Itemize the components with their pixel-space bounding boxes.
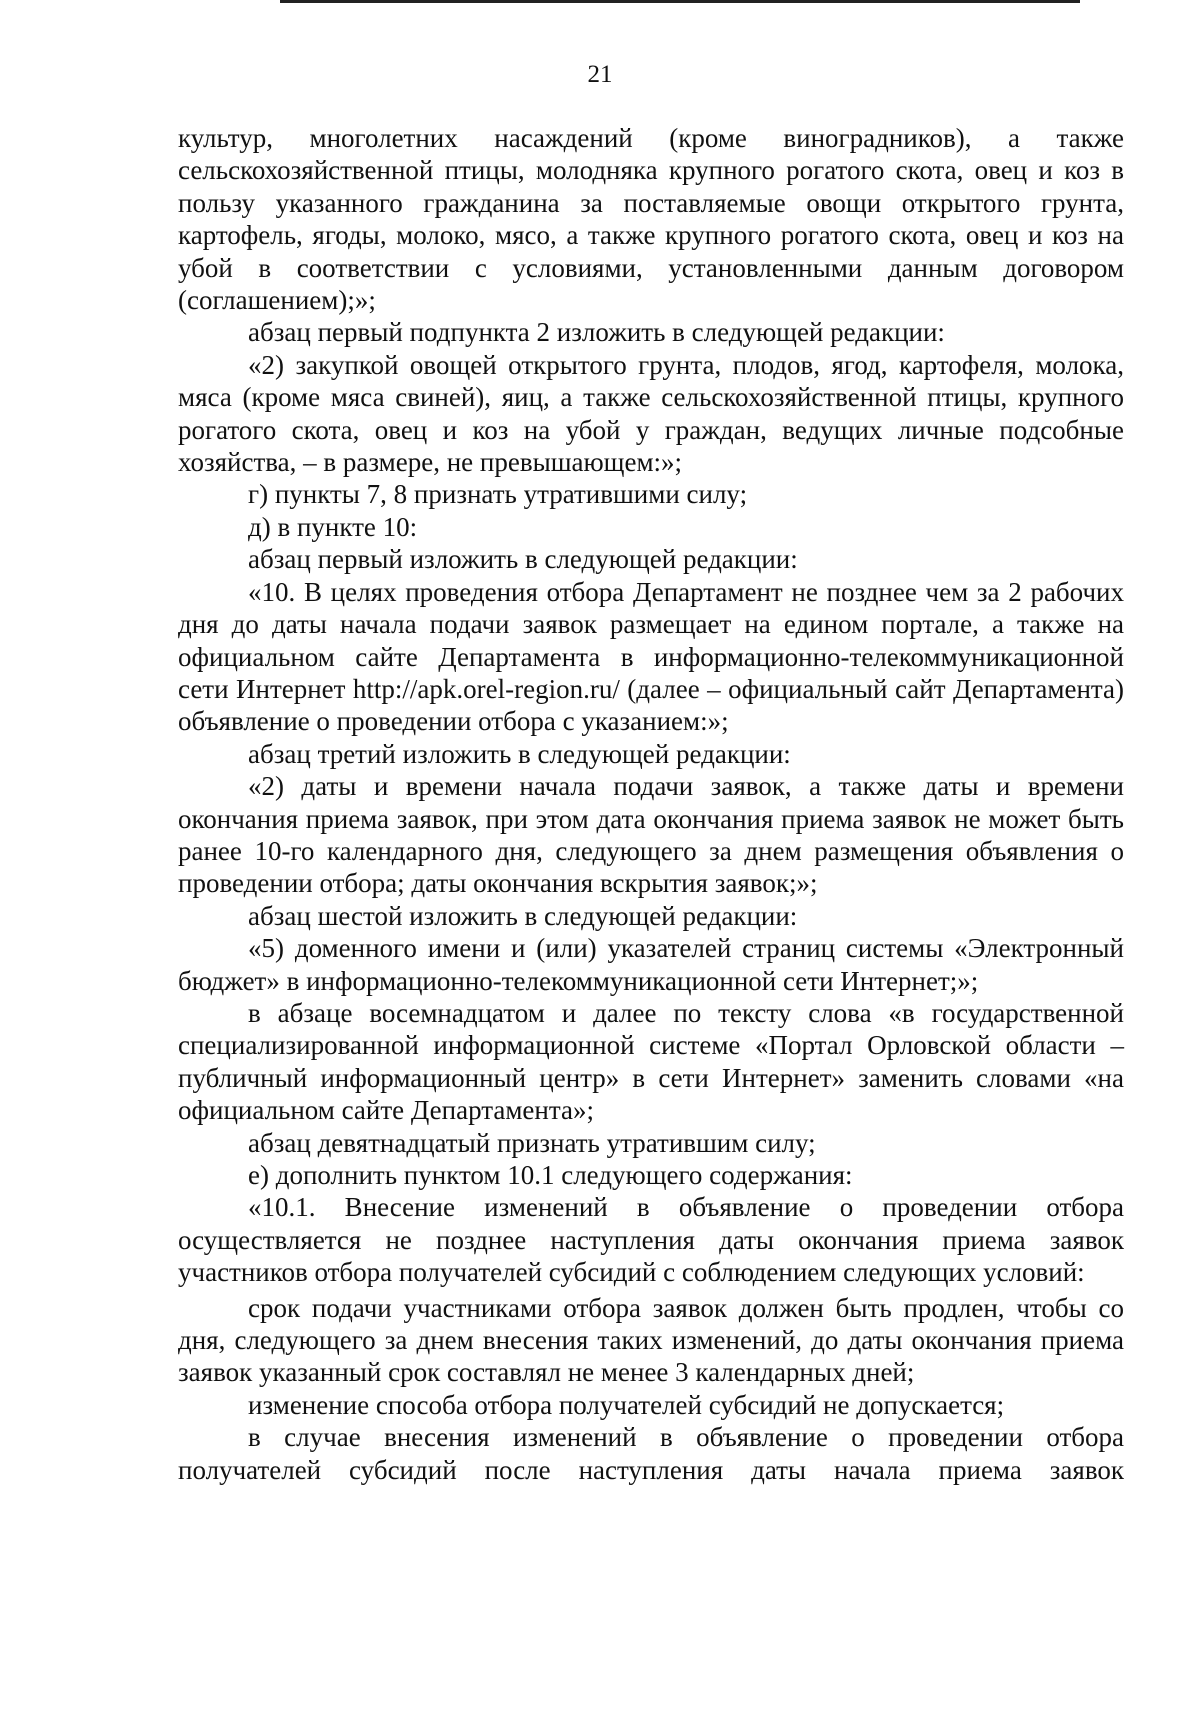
paragraph-instruction: абзац третий изложить в следующей редакции: [248,738,791,769]
paragraph-instruction: абзац девятнадцатый признать утратившим силу; [248,1127,816,1158]
paragraph-item-d: д) в пункте 10: [248,511,418,542]
paragraph-item-e: е) дополнить пунктом 10.1 следующего содержания: [248,1160,853,1190]
paragraph-quoted-subitem-2: «2) закупкой овощей открытого грунта, плодов, ягод, картофеля, молока, мяса (кроме мяса свиней), яиц, а также сельскохозяйственной птицы, крупного рогатого скота, овец и коз на убой у граждан, ведущих личные подсобные хозяйства, – в размере, не превышающем:»; [178,349,1124,478]
paragraph-quoted-subitem-5: «5) доменного имени и (или) указателей страниц системы «Электронный бюджет» в информационно-телекоммуникационной сети Интернет;»; [178,933,1124,996]
paragraph-continuation: культур, многолетних насаждений (кроме виноградников), а также сельскохозяйственной птицы, молодняка крупного рогатого скота, овец и коз в пользу указанного гражданина за поставляемые овощи открытого грунта, картофель, ягоды, молоко, мясо, а также крупного рогатого скота, овец и коз на убой в соответствии с условиями, установленными данным договором (соглашением);»; [178,123,1124,316]
document-body [178,122,1124,1486]
paragraph-instruction: абзац первый подпункта 2 изложить в следующей редакции: [248,317,945,348]
paragraph-replacement-instruction: в абзаце восемнадцатом и далее по тексту слова «в государственной специализированной информационной системе «Портал Орловской области – публичный информационный центр» в сети Интернет» заменить словами «на официальном сайте Департамента»; [178,997,1124,1126]
paragraph-quoted-item-10: «10. В целях проведения отбора Департамент не позднее чем за 2 рабочих дня до даты начала подачи заявок размещает на едином портале, а также на официальном сайте Департамента в информационно-телекоммуникационной сети Интернет http://apk.orel-region.ru/ (далее – официальный сайт Департамента) объявление о проведении отбора с указанием:»; [178,576,1124,737]
paragraph-instruction: абзац шестой изложить в следующей редакции: [248,900,798,931]
paragraph-condition: срок подачи участниками отбора заявок должен быть продлен, чтобы со дня, следующего за днем внесения таких изменений, до даты окончания приема заявок указанный срок составлял не менее 3 календарных дней; [178,1292,1124,1388]
paragraph-item-g: г) пункты 7, 8 признать утратившими силу; [248,479,748,510]
paragraph-quoted-subitem-2-dates: «2) даты и времени начала подачи заявок, а также даты и времени окончания приема заявок, при этом дата окончания приема заявок не может быть ранее 10-го календарного дня, следующего за днем размещения объявления о проведении отбора; даты окончания вскрытия заявок;»; [178,771,1124,899]
paragraph-condition: в случае внесения изменений в объявление о проведении отбора получателей субсидий после наступления даты начала приема заявок [178,1422,1124,1485]
top-border-line [280,0,1080,3]
paragraph-condition: изменение способа отбора получателей субсидий не допускается; [248,1389,1005,1420]
paragraph-instruction: абзац первый изложить в следующей редакции: [248,544,798,575]
paragraph-quoted-item-10-1: «10.1. Внесение изменений в объявление о проведении отбора осуществляется не позднее наступления даты окончания приема заявок участников отбора получателей субсидий с соблюдением следующих условий: [178,1192,1124,1288]
page-number: 21 [587,61,613,88]
